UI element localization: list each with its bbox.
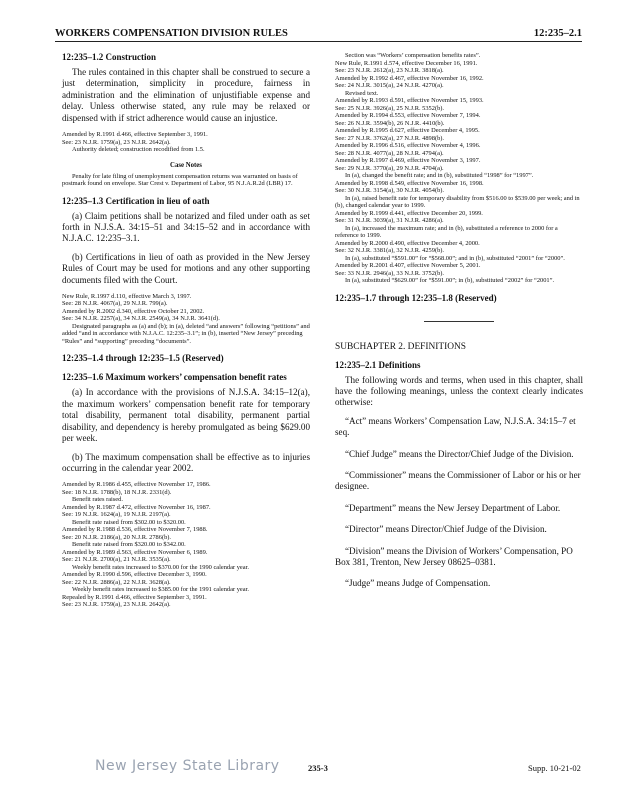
history-note: Amended by R.1997 d.469, effective November 3, 1997.: [335, 157, 481, 164]
history-note: Amended by R.1989 d.563, effective November 6, 1989.: [62, 548, 208, 556]
history-note: Amended by R.1996 d.516, effective November 4, 1996.: [335, 142, 481, 149]
history-note: In (a), substituted “$591.00” for “$568.00”; and in (b), substituted “2001” for “2000”.: [345, 254, 565, 262]
header-section-ref: 12:235–2.1: [533, 28, 582, 39]
definition: “Act” means Workers’ Compensation Law, N.J.S.A. 34:15–7 et seq.: [335, 415, 576, 438]
history-note: Amended by R.1999 d.441, effective December 20, 1999.: [335, 209, 483, 217]
history-note: Amended by R.1994 d.553, effective November 7, 1994.: [335, 112, 481, 119]
history-note: New Rule, R.1997 d.110, effective March 3, 1997.: [62, 292, 192, 300]
history-note: See: 33 N.J.R. 2946(a), 33 N.J.R. 3752(b).: [335, 269, 444, 277]
section-heading: 12:235–1.3 Certification in lieu of oath: [62, 195, 210, 206]
history-note: Revised text.: [345, 89, 379, 97]
history-note: See: 28 N.J.R. 4067(a), 29 N.J.R. 799(a).: [62, 300, 168, 308]
history-note: See: 31 N.J.R. 3039(a), 31 N.J.R. 4286(a).: [335, 217, 444, 224]
right-column: [335, 52, 583, 600]
case-note: Penalty for late filing of unemployment compensation returns was warranted on basis of postmark found on envelope. Star Crest v. Department of Labor, 95 N.J.A.R.2d (LBR) 17.: [62, 172, 298, 188]
definition: “Judge” means Judge of Compensation.: [345, 578, 491, 589]
history-note: See: 34 N.J.R. 2257(a), 34 N.J.R. 2549(a), 34 N.J.R. 3641(d).: [62, 315, 220, 323]
history-note: In (a), increased the maximum rate; and in (b), substituted a reference to 2000 for a reference to 1999.: [335, 224, 558, 239]
history-note: Section was “Workers’ compensation benefits rates”.: [345, 52, 481, 59]
definition: “Commissioner” means the Commissioner of Labor or his or her designee.: [335, 469, 581, 492]
history-note: In (a), raised benefit rate for temporary disability from $516.00 to $539.00 per week; and in (b), changed calendar year to 1999.: [335, 194, 580, 209]
history-note: In (a), changed the benefit rate; and in (b), substituted “1998” for “1997”.: [345, 172, 534, 179]
history-note: See: 26 N.J.R. 3594(b), 26 N.J.R. 4410(b).: [335, 119, 445, 127]
paragraph-a: (a) In accordance with the provisions of N.J.S.A. 34:15–12(a), the maximum workers’ compensation benefit rate for temporary total disability, permanent total disability, permanent partial disability, and dependency is hereby promulgated as being $629.00 per week.: [62, 387, 310, 444]
history-note: See: 22 N.J.R. 2886(a), 22 N.J.R. 3628(a).: [62, 578, 171, 586]
header-title: WORKERS COMPENSATION DIVISION RULES: [55, 28, 288, 39]
page-number: 235-3: [308, 763, 328, 773]
definitions-intro: The following words and terms, when used in this chapter, shall have the following meanings, unless the context clearly indicates otherwise:: [335, 374, 583, 408]
history-note: See: 23 N.J.R. 1759(a), 23 N.J.R. 2642(a).: [62, 138, 171, 146]
history-note: Designated paragraphs as (a) and (b); in (a), deleted “and answers” following “petitions” and added “and in accordance with N.J.A.C. 12:235–3.1”; in (b), inserted “New Jersey” preceding “Rules” and “supporting” preceding “documents”.: [62, 322, 310, 345]
history-note: Amended by R.1987 d.472, effective November 16, 1987.: [62, 503, 211, 511]
supplement-date: Supp. 10-21-02: [528, 763, 581, 773]
left-column: [62, 52, 310, 609]
library-watermark: New Jersey State Library: [95, 758, 280, 774]
history-note: New Rule, R.1991 d.574, effective December 16, 1991.: [335, 59, 478, 67]
section-divider: [424, 321, 494, 322]
section-body: The rules contained in this chapter shall be construed to secure a just determination, simplicity in procedure, fairness in administration and the elimination of unjustifiable expense and delay. Unless otherwise stated, any rule may be relaxed or dispensed with if strict adherence would cause an injustice.: [62, 67, 310, 123]
history-note: Amended by R.1988 d.536, effective November 7, 1988.: [62, 526, 208, 534]
history-note: See: 21 N.J.R. 2700(a), 21 N.J.R. 3535(a).: [62, 556, 171, 564]
history-note: Benefit rates raised.: [72, 496, 123, 504]
history-note: Amended by R.1993 d.591, effective November 15, 1993.: [335, 97, 484, 104]
history-note: See: 19 N.J.R. 1624(a), 19 N.J.R. 2197(a).: [62, 511, 171, 519]
history-note: Amended by R.1986 d.455, effective November 17, 1986.: [62, 481, 211, 489]
history-note: In (a), substituted “$629.00” for “$591.00”; in (b), substituted “2002” for “2001”.: [345, 277, 555, 284]
history-note: See: 30 N.J.R. 3154(a), 30 N.J.R. 4054(b).: [335, 187, 444, 194]
section-heading: 12:235–1.7 through 12:235–1.8 (Reserved): [335, 292, 497, 303]
paragraph-b: (b) The maximum compensation shall be effective as to injuries occurring in the calendar year 2002.: [62, 451, 310, 473]
section-heading: 12:235–1.4 through 12:235–1.5 (Reserved): [62, 353, 224, 364]
history-note: See: 29 N.J.R. 3770(a), 29 N.J.R. 4704(a).: [335, 164, 444, 172]
history-note: Amended by R.1990 d.596, effective December 3, 1990.: [62, 571, 207, 579]
history-note: Amended by R.1998 d.549, effective November 16, 1998.: [335, 179, 484, 187]
case-notes-title: Case Notes: [170, 161, 202, 169]
history-note: See: 23 N.J.R. 2612(a), 23 N.J.R. 3818(a).: [335, 67, 444, 74]
history-note: Amended by R.1991 d.466, effective September 3, 1991.: [62, 131, 208, 139]
paragraph-b: (b) Certifications in lieu of oath as provided in the New Jersey Rules of Court may be used for motions and any other supporting documents filed with the Court.: [62, 251, 310, 285]
paragraph-a: (a) Claim petitions shall be notarized and filed under oath as set forth in N.J.S.A. 34:15–51 and 34:15–52 and in accordance with N.J.A.C. 12:235–3.1.: [62, 210, 310, 244]
history-note: See: 24 N.J.R. 3015(a), 24 N.J.R. 4270(a).: [335, 82, 444, 89]
history-note: See: 32 N.J.R. 3381(a), 32 N.J.R. 4259(b).: [335, 247, 444, 254]
definition: “Department” means the New Jersey Department of Labor.: [345, 502, 561, 513]
subchapter-title: SUBCHAPTER 2. DEFINITIONS: [335, 341, 466, 352]
history-note: Amended by R.2000 d.490, effective December 4, 2000.: [335, 239, 480, 247]
history-note: See: 18 N.J.R. 1788(b), 18 N.J.R. 2331(d).: [62, 488, 172, 496]
history-note: Weekly benefit rates increased to $385.00 for the 1991 calendar year.: [72, 586, 249, 594]
history-note: Repealed by R.1991 d.466, effective September 3, 1991.: [62, 593, 207, 601]
running-header: [55, 28, 582, 42]
history-note: Amended by R.2002 d.340, effective October 21, 2002.: [62, 307, 205, 315]
history-note: Amended by R.2001 d.407, effective November 5, 2001.: [335, 262, 481, 269]
history-note: Weekly benefit rates increased to $370.00 for the 1990 calendar year.: [72, 563, 249, 571]
definition: “Director” means Director/Chief Judge of the Division.: [345, 524, 547, 535]
definition: “Division” means the Division of Workers’ Compensation, PO Box 381, Trenton, New Jersey 08625–0381.: [335, 545, 573, 567]
history-note: See: 20 N.J.R. 2186(a), 20 N.J.R. 2786(b).: [62, 533, 171, 541]
definition: “Chief Judge” means the Director/Chief Judge of the Division.: [345, 448, 574, 459]
history-note: See: 28 N.J.R. 4077(a), 28 N.J.R. 4794(a).: [335, 149, 444, 157]
history-note: Benefit rate raised from $320.00 to $342.00.: [72, 541, 186, 549]
history-note: See: 27 N.J.R. 3762(a), 27 N.J.R. 4898(b).: [335, 134, 444, 142]
history-note: Amended by R.1992 d.467, effective November 16, 1992.: [335, 74, 484, 82]
section-heading: 12:235–1.2 Construction: [62, 52, 156, 62]
section-heading: 12:235–1.6 Maximum workers’ compensation benefit rates: [62, 372, 287, 383]
history-note: See: 25 N.J.R. 3926(a), 25 N.J.R. 5352(b).: [335, 104, 444, 112]
history-note: See: 23 N.J.R. 1759(a), 23 N.J.R. 2642(a).: [62, 601, 171, 609]
section-heading: 12:235–2.1 Definitions: [335, 359, 421, 370]
history-note: Amended by R.1995 d.627, effective December 4, 1995.: [335, 127, 480, 134]
history-note: Benefit rate raised from $302.00 to $320.00.: [72, 518, 186, 526]
history-note: Authority deleted; construction recodified from 1.5.: [72, 146, 205, 154]
